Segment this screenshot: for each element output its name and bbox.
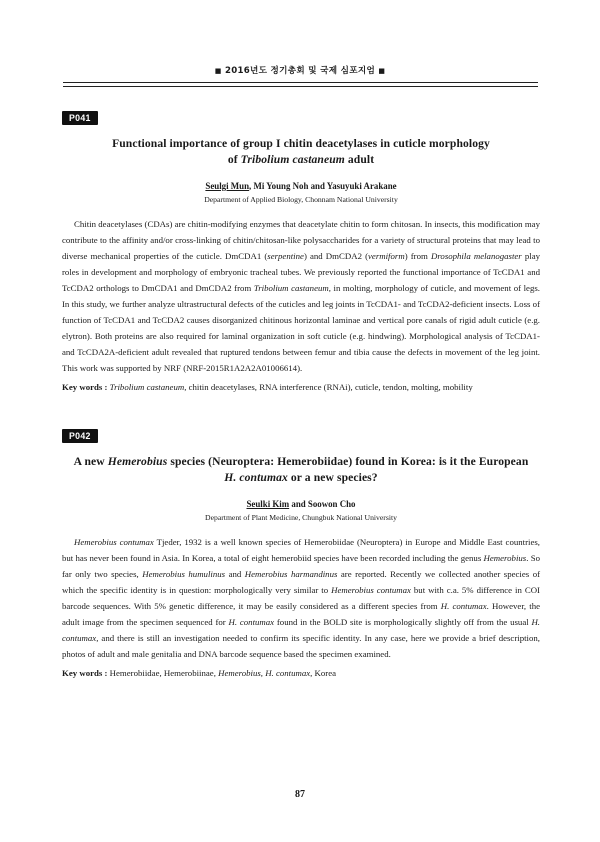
text-run: play roles in development and morphology of embryonic tracheal tubes. We previously reported the functional importance of TcCDA1 and TcCDA2 orthologs to DmCDA1 and DmCDA2 from: [62, 251, 540, 293]
title-line-1: Functional importance of group I chitin deacetylases in cuticle morphology: [112, 137, 490, 150]
italic-term: H. contumax: [440, 601, 487, 611]
text-run: ) from: [404, 251, 431, 261]
co-authors: and Soowon Cho: [289, 499, 356, 509]
co-authors: , Mi Young Noh and Yasuyuki Arakane: [249, 181, 397, 191]
italic-term: Hemerobius: [107, 455, 168, 468]
title-line-1: [62, 454, 540, 470]
keywords-label: Key words :: [62, 668, 108, 678]
italic-term: H. contumax: [62, 617, 541, 643]
text-run: Chitin deacetylases (CDAs) are chitin-modifying enzymes that deacetylate chitin to form chitosan. In insects, this modification may contribute to the affinity and/or cross-linking of chitin/chitosan-like polysaccharides for a variety of structural proteins that may lead to diverse mechanical properties of the cuticle. DmCDA1 (: [62, 219, 540, 261]
italic-term: H. contumax: [265, 668, 311, 678]
text-run: or a new species?: [287, 471, 378, 484]
text-run: and: [225, 569, 245, 579]
text-run: are reported. Recently we collected another species of which the specific identity is in question: morphologically very similar to: [62, 569, 541, 595]
header-left-marker: ■: [214, 67, 222, 75]
italic-term: Drosophila melanogaster: [430, 251, 522, 261]
keywords-line: [62, 382, 540, 392]
title-line-2: [62, 152, 540, 168]
italic-term: Hemerobius contumax: [331, 585, 411, 595]
keywords-line: [62, 668, 540, 678]
italic-term: Tribolium castaneum: [253, 283, 329, 293]
text-run: Tjeder, 1932 is a well known species of Hemerobiidae (Neuroptera) in Europe and Middle East countries, but has never been found in Asia. In Korea, a total of eight hemerobiid species have been recorded including the genus: [62, 537, 540, 563]
italic-term: Hemerobius humulinus: [142, 569, 226, 579]
italic-term: H. contumax: [224, 471, 288, 484]
keywords-list: [107, 382, 472, 392]
italic-term: Hemerobius harmandinus: [244, 569, 338, 579]
abstract-p042: [62, 426, 540, 678]
text-run: ) and DmCDA2 (: [303, 251, 369, 261]
text-run: ,: [260, 668, 266, 678]
text-run: . So far only two species,: [62, 553, 540, 579]
italic-term: H. contumax: [228, 617, 275, 627]
title-line-2: [62, 470, 540, 486]
keywords-label: Key words :: [62, 382, 108, 392]
italic-term: Hemerobius contumax: [74, 537, 154, 547]
text-run: , and there is still an investigation needed to confirm its specific identity. In any case, here we provide a brief description, photos of adult and male genitalia and DNA barcode sequence based the specimen examined.: [62, 633, 540, 659]
title-species: Tribolium castaneum: [240, 153, 345, 166]
text-run: , in molting, morphology of cuticle, and movement of legs. In this study, we further analyze ultrastructural defects of the cuticles and leg joints in TcCDA1- and TcCDA2-deficient insects. Loss of function of TcCDA1 and TcCDA2 causes disorganized chitinous horizontal laminae and vertical pore canals of rigid adult cuticle (e.g. elytron). Both proteins are also required for laminal organization in soft cuticle (e.g. hindwing). Morphological analysis of TcCDA1- and TcCDA2A-deficient adult revealed that ruptured tendons between femur and tibia cause the defects in movement of the leg joint. This work was supported by NRF (NRF-2015R1A2A2A01006614).: [62, 283, 540, 373]
affiliation: Department of Plant Medicine, Chungbuk National University: [205, 513, 397, 522]
italic-term: serpentine: [267, 251, 304, 261]
abstract-body: [62, 534, 540, 662]
keywords-list: [107, 668, 336, 678]
title-text: adult: [344, 153, 375, 166]
header-rule: [63, 82, 538, 87]
header-right-marker: ■: [378, 67, 386, 75]
text-run: . However, the adult image from the specimen sequenced for: [62, 601, 541, 627]
abstract-id-tag: P041: [62, 111, 98, 125]
presenting-author: Seulgi Mun: [205, 181, 250, 191]
header-title: 2016년도 정기총회 및 국제 심포지엄: [224, 66, 376, 76]
affiliation: Department of Applied Biology, Chonnam National University: [204, 195, 398, 204]
page-number: 87: [295, 789, 305, 800]
abstract-id-tag: P042: [62, 429, 98, 443]
italic-term: Hemerobius: [483, 553, 527, 563]
text-run: A new: [73, 455, 108, 468]
italic-term: vermiform: [368, 251, 405, 261]
abstract-p041: [62, 108, 540, 392]
presenting-author: Seulki Kim: [246, 499, 290, 509]
italic-term: Hemerobius: [218, 668, 261, 678]
text-run: species (Neuroptera: Hemerobiidae) found in Korea: is it the European: [167, 455, 529, 468]
abstract-title: [62, 136, 540, 168]
text-run: , chitin deacetylases, RNA interference (RNAi), cuticle, tendon, molting, mobility: [184, 382, 473, 392]
title-text: of: [227, 153, 241, 166]
author-list: [62, 499, 540, 509]
italic-term: Tribolium castaneum: [109, 382, 185, 392]
text-run: , Korea: [310, 668, 337, 678]
author-list: [62, 181, 540, 191]
text-run: Hemerobiidae, Hemerobiinae,: [107, 668, 219, 678]
text-run: but with c.a. 5% difference in COI barcode sequences. With 5% genetic difference, it may be easily considered as a different species from: [62, 585, 540, 611]
abstract-title: [62, 454, 540, 486]
abstract-body: [62, 216, 540, 376]
running-header: [0, 64, 600, 76]
text-run: found in the BOLD site is morphologically slightly off from the usual: [274, 617, 532, 627]
